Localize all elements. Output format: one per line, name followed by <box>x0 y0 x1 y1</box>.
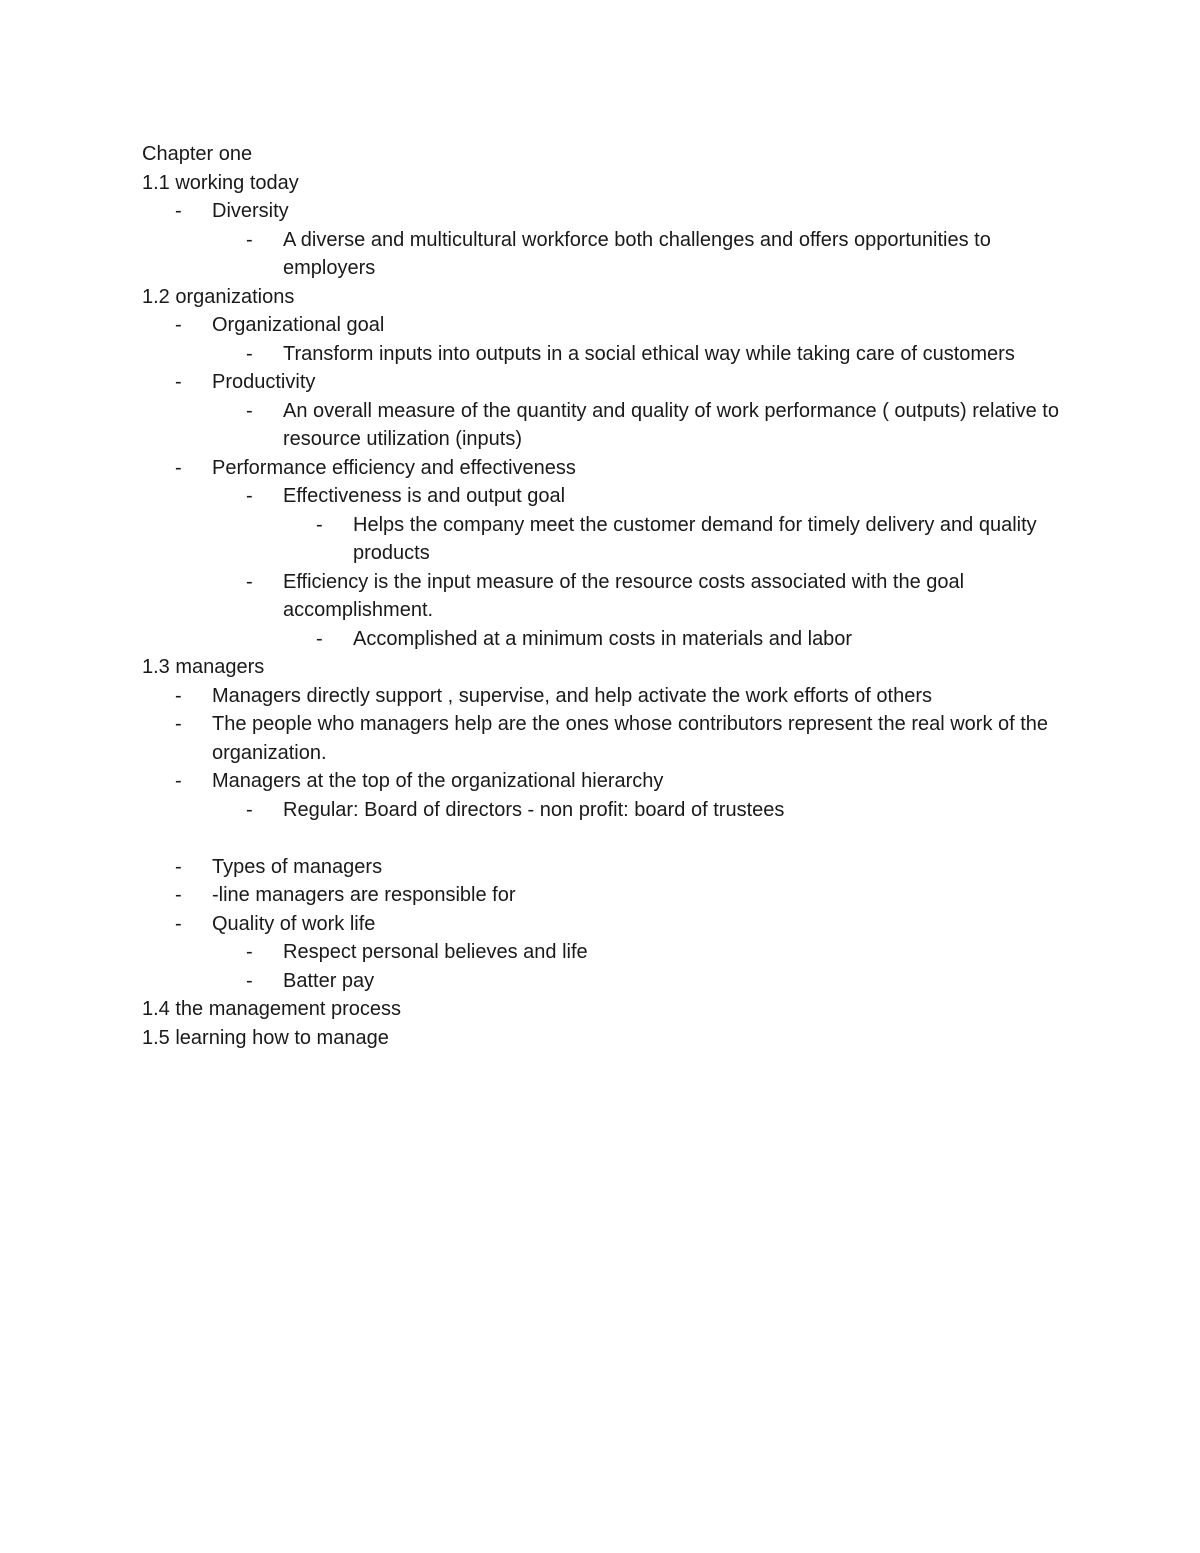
list-item-text: Organizational goal <box>212 314 385 336</box>
document-body <box>142 140 1072 1052</box>
list-item <box>142 796 1072 825</box>
list-item <box>142 853 1072 882</box>
list-item-text: Types of managers <box>212 855 383 878</box>
document-title: Chapter one <box>142 143 253 165</box>
bullet-dash: - <box>175 456 182 479</box>
list-item-text: Transform inputs into outputs in a social ethical way while taking care of customers <box>283 342 1015 365</box>
list-item <box>142 767 1072 796</box>
bullet-dash: - <box>316 513 323 536</box>
list-item <box>142 397 1072 454</box>
list-item-text: Quality of work life <box>212 912 376 935</box>
bullet-dash: - <box>246 485 253 507</box>
list-item-text: The people who managers help are the ones whose contributors represent the real work of the organization. <box>212 713 1049 764</box>
list-item-text: Respect personal believes and life <box>283 941 588 963</box>
section-heading-1-2: 1.2 organizations <box>142 285 295 308</box>
list-item <box>142 682 1072 711</box>
list-item-text: Efficiency is the input measure of the resource costs associated with the goal accomplishment. <box>283 570 965 621</box>
bullet-dash: - <box>316 627 323 650</box>
list-item-text: Accomplished at a minimum costs in materials and labor <box>353 627 853 650</box>
bullet-dash: - <box>246 228 253 251</box>
bullet-dash: - <box>246 941 253 963</box>
list-item-text: Managers directly support , supervise, and help activate the work efforts of others <box>212 684 932 707</box>
bullet-dash: - <box>175 684 182 707</box>
list-item <box>142 340 1072 369</box>
list-item <box>142 311 1072 340</box>
blank-line <box>142 824 1072 853</box>
list-item-text: A diverse and multicultural workforce both challenges and offers opportunities to employers <box>283 228 991 279</box>
list-item <box>142 568 1072 625</box>
bullet-dash: - <box>246 342 253 365</box>
list-item-text: Diversity <box>212 200 289 222</box>
section-heading-1-3: 1.3 managers <box>142 656 265 678</box>
list-item <box>142 710 1072 767</box>
bullet-dash: - <box>175 884 182 906</box>
bullet-dash: - <box>175 912 182 935</box>
list-item-text: Effectiveness is and output goal <box>283 485 566 507</box>
list-item <box>142 910 1072 939</box>
bullet-dash: - <box>175 371 182 393</box>
list-item-text: -line managers are responsible for <box>212 884 516 906</box>
list-item <box>142 881 1072 910</box>
list-item-text: Managers at the top of the organizational hierarchy <box>212 770 664 792</box>
list-item-text: Batter pay <box>283 969 375 992</box>
list-item-text: Performance efficiency and effectiveness <box>212 456 576 479</box>
bullet-dash: - <box>175 855 182 878</box>
list-item <box>142 482 1072 511</box>
bullet-dash: - <box>246 399 253 422</box>
section-heading-1-5: 1.5 learning how to manage <box>142 1026 389 1049</box>
bullet-dash: - <box>246 798 253 821</box>
list-item <box>142 625 1072 654</box>
list-item-text: Regular: Board of directors - non profit: board of trustees <box>283 798 785 821</box>
bullet-dash: - <box>175 200 182 222</box>
list-item <box>142 454 1072 483</box>
bullet-dash: - <box>175 713 182 735</box>
bullet-dash: - <box>175 314 182 336</box>
list-item <box>142 938 1072 967</box>
list-item <box>142 368 1072 397</box>
bullet-dash: - <box>246 969 253 992</box>
bullet-dash: - <box>246 570 253 593</box>
list-item <box>142 511 1072 568</box>
list-item <box>142 197 1072 226</box>
list-item-text: Productivity <box>212 371 316 393</box>
section-heading-1-1: 1.1 working today <box>142 171 299 194</box>
list-item-text: Helps the company meet the customer demand for timely delivery and quality products <box>353 513 1037 564</box>
section-heading-1-4: 1.4 the management process <box>142 998 402 1020</box>
bullet-dash: - <box>175 770 182 792</box>
list-item <box>142 226 1072 283</box>
list-item <box>142 967 1072 996</box>
list-item-text: An overall measure of the quantity and quality of work performance ( outputs) relative to resource utilization (inputs) <box>283 399 1059 450</box>
